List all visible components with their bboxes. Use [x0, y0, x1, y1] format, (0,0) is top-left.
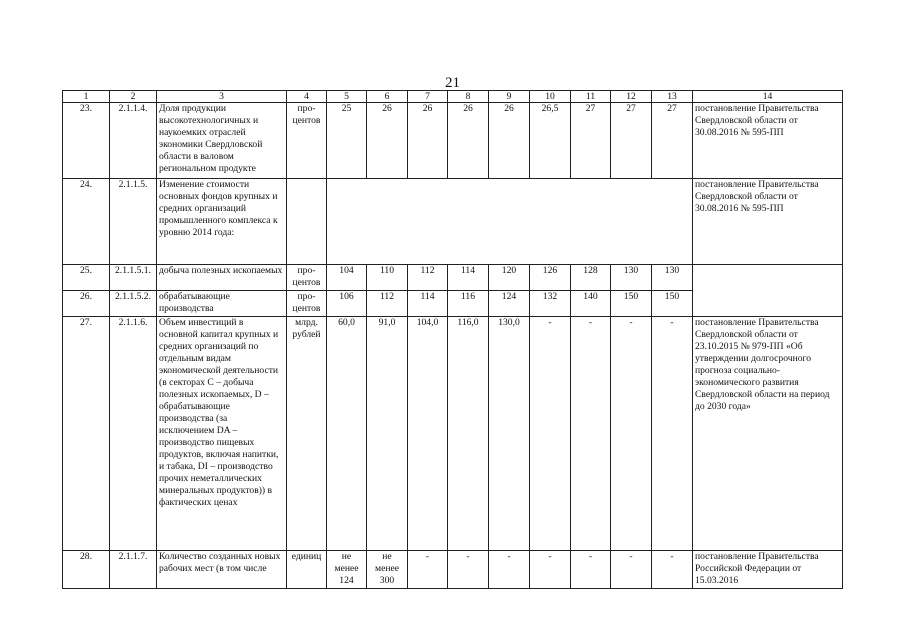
- header-cell: 14: [693, 91, 843, 103]
- header-cell: 6: [367, 91, 408, 103]
- page-number: 21: [445, 75, 460, 91]
- table-row: [63, 317, 843, 551]
- row-code: 2.1.1.5.: [110, 179, 157, 265]
- row-code: 2.1.1.5.2.: [110, 291, 157, 317]
- value-cell: 25: [327, 103, 367, 179]
- row-number: 26.: [63, 291, 110, 317]
- value-cell: -: [611, 551, 652, 589]
- value-cell: -: [652, 317, 693, 551]
- value-cell: 126: [530, 265, 571, 291]
- value-line: менее: [375, 563, 399, 574]
- header-cell: 2: [110, 91, 157, 103]
- value-cell: 26: [489, 103, 530, 179]
- value-cell-merged: [327, 179, 693, 265]
- indicator-name: Доля продукции высокотехнологичных и наукоемких отраслей экономики Свердловской области в валовом региональном продукте: [157, 103, 287, 179]
- row-number: 25.: [63, 265, 110, 291]
- row-code: 2.1.1.7.: [110, 551, 157, 589]
- header-cell: 5: [327, 91, 367, 103]
- value-cell: 110: [367, 265, 408, 291]
- value-cell: 104: [327, 265, 367, 291]
- value-cell: 130: [611, 265, 652, 291]
- indicator-name: добыча полезных ископаемых: [157, 265, 287, 291]
- value-cell: -: [571, 317, 611, 551]
- value-cell: 130,0: [489, 317, 530, 551]
- source-document: постановление Правительства Свердловской области от 30.08.2016 № 595-ПП: [693, 103, 843, 179]
- table-row: [63, 103, 843, 179]
- value-cell: 106: [327, 291, 367, 317]
- value-cell: 60,0: [327, 317, 367, 551]
- indicator-name: Изменение стоимости основных фондов крупных и средних организаций промышленного комплекса к уровню 2014 года:: [157, 179, 287, 265]
- row-number: 24.: [63, 179, 110, 265]
- row-code: 2.1.1.5.1.: [110, 265, 157, 291]
- header-cell: 9: [489, 91, 530, 103]
- unit: млрд. рублей: [287, 317, 327, 551]
- value-cell: -: [408, 551, 448, 589]
- table-row: [63, 179, 843, 265]
- value-cell: 128: [571, 265, 611, 291]
- row-number: 28.: [63, 551, 110, 589]
- header-cell: 1: [63, 91, 110, 103]
- value-cell: -: [530, 551, 571, 589]
- value-cell: -: [448, 551, 489, 589]
- value-line: 300: [379, 575, 395, 586]
- table-row: [63, 265, 843, 291]
- value-line: 124: [339, 575, 354, 586]
- value-cell: [327, 551, 367, 589]
- value-cell: 114: [448, 265, 489, 291]
- source-document: постановление Правительства Свердловской области от 23.10.2015 № 979-ПП «Об утверждении долгосрочного прогноза социально-экономического развития Свердловской области на период до 2030 года»: [693, 317, 843, 551]
- value-line: менее: [334, 563, 359, 574]
- value-cell: 150: [652, 291, 693, 317]
- row-number: 27.: [63, 317, 110, 551]
- value-cell: 91,0: [367, 317, 408, 551]
- value-line: не: [382, 551, 392, 562]
- header-cell: 8: [448, 91, 489, 103]
- indicator-name: обрабатывающие производства: [157, 291, 287, 317]
- unit: [287, 179, 327, 265]
- value-cell: 112: [367, 291, 408, 317]
- header-row: [63, 91, 843, 103]
- source-document-empty: [693, 265, 843, 317]
- value-cell: 130: [652, 265, 693, 291]
- value-cell: 112: [408, 265, 448, 291]
- header-cell: 11: [571, 91, 611, 103]
- unit: про-центов: [287, 291, 327, 317]
- value-cell: 114: [408, 291, 448, 317]
- header-cell: 12: [611, 91, 652, 103]
- value-cell: -: [489, 551, 530, 589]
- indicators-table: [62, 90, 843, 589]
- unit: про-центов: [287, 103, 327, 179]
- value-cell: 27: [652, 103, 693, 179]
- value-cell: 120: [489, 265, 530, 291]
- header-cell: 13: [652, 91, 693, 103]
- source-document: постановление Правительства Свердловской области от 30.08.2016 № 595-ПП: [693, 179, 843, 265]
- value-cell: -: [571, 551, 611, 589]
- table-row: [63, 551, 843, 589]
- source-document: постановление Правительства Российской Федерации от 15.03.2016: [693, 551, 843, 589]
- value-cell: -: [611, 317, 652, 551]
- value-cell: 116,0: [448, 317, 489, 551]
- row-code: 2.1.1.6.: [110, 317, 157, 551]
- unit: единиц: [287, 551, 327, 589]
- value-cell: 26,5: [530, 103, 571, 179]
- header-cell: 4: [287, 91, 327, 103]
- header-cell: 10: [530, 91, 571, 103]
- value-cell: 150: [611, 291, 652, 317]
- value-cell: 26: [448, 103, 489, 179]
- value-cell: 116: [448, 291, 489, 317]
- header-cell: 7: [408, 91, 448, 103]
- value-cell: 140: [571, 291, 611, 317]
- unit: про-центов: [287, 265, 327, 291]
- indicator-name: Количество созданных новых рабочих мест (в том числе: [157, 551, 287, 589]
- value-cell: 27: [611, 103, 652, 179]
- value-cell: 132: [530, 291, 571, 317]
- value-cell: 26: [367, 103, 408, 179]
- row-number: 23.: [63, 103, 110, 179]
- indicator-name: Объем инвестиций в основной капитал крупных и средних организаций по отдельным видам экономической деятельности (в секторах С – добыча полезных ископаемых, D – обрабатывающие производства (за исключением DA – производство пищевых продуктов, включая напитки, и табака, DI – производство прочих неметаллических минеральных продуктов)) в фактических ценах: [157, 317, 287, 551]
- value-cell: -: [652, 551, 693, 589]
- value-cell: -: [530, 317, 571, 551]
- value-cell: 124: [489, 291, 530, 317]
- header-cell: 3: [157, 91, 287, 103]
- value-line: не: [341, 551, 352, 562]
- value-cell: 26: [408, 103, 448, 179]
- row-code: 2.1.1.4.: [110, 103, 157, 179]
- value-cell: 27: [571, 103, 611, 179]
- value-cell: [367, 551, 408, 589]
- value-cell: 104,0: [408, 317, 448, 551]
